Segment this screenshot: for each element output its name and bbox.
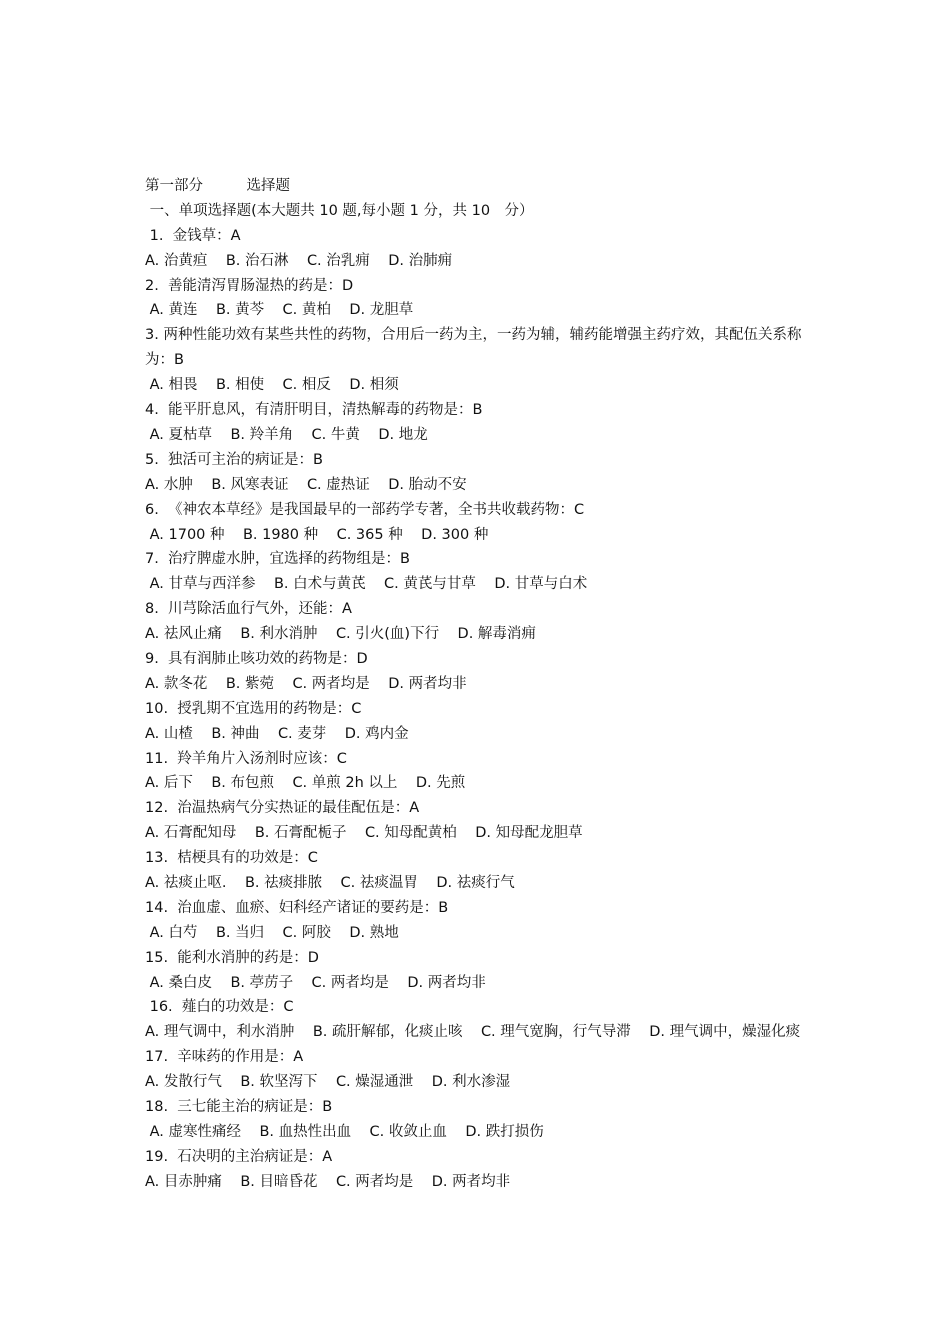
option-d: D. 两者均非 — [431, 1173, 511, 1190]
question-text: 4. 能平肝息风，有清肝明目，清热解毒的药物是：B — [145, 402, 483, 419]
document-body — [145, 174, 815, 1195]
question-text: 7. 治疗脾虚水肿，宜选择的药物组是：B — [145, 551, 410, 568]
option-c: C. 365 种 — [336, 526, 403, 543]
question-item — [145, 896, 815, 946]
question-item — [145, 1045, 815, 1095]
option-a: A. 后下 — [145, 775, 193, 792]
option-b: B. 布包煎 — [211, 775, 274, 792]
question-item — [145, 498, 815, 548]
question-list — [145, 224, 815, 1195]
option-b: B. 紫菀 — [225, 675, 274, 692]
option-b: B. 血热性出血 — [259, 1123, 352, 1140]
question-text: 16. 薤白的功效是：C — [145, 999, 294, 1016]
question-text: 18. 三七能主治的病证是：B — [145, 1099, 333, 1115]
option-a: A. 1700 种 — [149, 526, 225, 543]
option-a: A. 山楂 — [145, 725, 193, 742]
option-c: C. 引火(血)下行 — [335, 626, 440, 643]
option-c: C. 黄芪与甘草 — [384, 576, 476, 593]
answer-options — [145, 771, 815, 796]
option-a: A. 白芍 — [149, 924, 198, 941]
option-a: A. 虚寒性痛经 — [149, 1123, 241, 1140]
answer-options — [145, 1120, 815, 1145]
question-text: 15. 能利水消肿的药是：D — [145, 949, 319, 966]
question-item — [145, 995, 815, 1045]
answer-options — [145, 473, 815, 498]
option-b: B. 神曲 — [211, 725, 260, 742]
answer-options — [145, 1170, 815, 1195]
option-b: B. 羚羊角 — [230, 426, 294, 443]
option-c: C. 治乳痈 — [306, 252, 370, 269]
option-c: C. 黄柏 — [282, 302, 331, 319]
option-a: A. 相畏 — [149, 377, 198, 394]
question-item — [145, 1145, 815, 1195]
question-text: 14. 治血虚、血瘀、妇科经产诸证的要药是：B — [145, 899, 449, 916]
option-c: C. 阿胶 — [282, 924, 331, 941]
answer-options — [145, 921, 815, 946]
question-item — [145, 547, 815, 597]
option-c: C. 收敛止血 — [369, 1123, 447, 1140]
option-c: C. 麦芽 — [277, 725, 327, 742]
question-item — [145, 846, 815, 896]
question-item — [145, 448, 815, 498]
option-d: D. 龙胆草 — [349, 302, 414, 319]
question-item — [145, 398, 815, 448]
option-b: B. 黄芩 — [215, 302, 265, 319]
question-text: 13. 桔梗具有的功效是：C — [145, 850, 318, 867]
option-c: C. 两者均是 — [292, 675, 370, 692]
question-text: 2. 善能清泻胃肠湿热的药是：D — [145, 277, 354, 294]
question-text: 12. 治温热病气分实热证的最佳配伍是：A — [145, 800, 420, 817]
question-text: 6. 《神农本草经》是我国最早的一部药学专著，全书共收载药物：C — [145, 501, 585, 518]
question-item — [145, 747, 815, 797]
answer-options — [145, 373, 815, 398]
question-text: 5. 独活可主治的病证是：B — [145, 451, 323, 468]
question-text: 1. 金钱草：A — [145, 227, 241, 244]
question-text: 11. 羚羊角片入汤剂时应该：C — [145, 750, 347, 767]
option-c: C. 虚热证 — [306, 476, 370, 493]
option-a: A. 夏枯草 — [149, 426, 212, 443]
answer-options — [145, 821, 815, 846]
option-b: B. 风寒表证 — [211, 476, 289, 493]
question-text: 17. 辛味药的作用是：A — [145, 1049, 304, 1066]
option-a: A. 甘草与西洋参 — [149, 576, 256, 593]
option-c: C. 知母配黄柏 — [364, 825, 457, 842]
option-d: D. 相须 — [349, 377, 399, 394]
option-d: D. 胎动不安 — [388, 476, 467, 493]
answer-options — [145, 871, 815, 896]
option-d: D. 知母配龙胆草 — [475, 825, 583, 842]
option-c: C. 两者均是 — [335, 1173, 414, 1190]
option-d: D. 甘草与白术 — [494, 576, 588, 593]
option-a: A. 款冬花 — [145, 675, 208, 692]
option-d: D. 熟地 — [349, 924, 399, 941]
option-a: A. 目赤肿痛 — [145, 1173, 222, 1190]
question-item — [145, 796, 815, 846]
answer-options — [145, 249, 815, 274]
option-b: B. 白术与黄芪 — [273, 576, 366, 593]
answer-options — [145, 672, 815, 697]
answer-options — [145, 572, 815, 597]
question-item — [145, 697, 815, 747]
question-text: 19. 石决明的主治病证是：A — [145, 1148, 333, 1165]
option-b: B. 葶苈子 — [230, 974, 294, 991]
section-title: 第一部分 选择题 — [145, 178, 290, 194]
answer-options — [145, 423, 815, 448]
question-item — [145, 647, 815, 697]
question-item — [145, 323, 815, 398]
option-d: D. 祛痰行气 — [436, 874, 515, 891]
option-c: C. 祛痰温胃 — [340, 874, 418, 891]
question-item — [145, 1095, 815, 1145]
question-text: 9. 具有润肺止咳功效的药物是：D — [145, 650, 368, 667]
option-c: C. 燥湿通泄 — [335, 1074, 414, 1091]
option-a: A. 治黄疸 — [145, 252, 208, 269]
question-item — [145, 224, 815, 274]
option-d: D. 理气调中，燥湿化痰 — [649, 1024, 801, 1041]
question-text: 3. 两种性能功效有某些共性的药物，合用后一药为主，一药为辅，辅药能增强主药疗效，其配伍关系称为：B — [145, 327, 802, 369]
option-a: A. 祛风止痛 — [145, 626, 222, 643]
option-a: A. 理气调中，利水消肿 — [145, 1024, 295, 1041]
question-item — [145, 274, 815, 324]
option-d: D. 鸡内金 — [344, 725, 409, 742]
option-b: B. 石膏配栀子 — [254, 825, 347, 842]
option-d: D. 先煎 — [415, 775, 466, 792]
answer-options — [145, 622, 815, 647]
option-a: A. 石膏配知母 — [145, 825, 237, 842]
option-d: D. 300 种 — [421, 526, 489, 543]
option-c: C. 相反 — [282, 377, 331, 394]
option-a: A. 发散行气 — [145, 1074, 222, 1091]
option-b: B. 利水消肿 — [240, 626, 318, 643]
option-d: D. 利水渗湿 — [431, 1074, 511, 1091]
option-c: C. 牛黄 — [311, 426, 360, 443]
question-item — [145, 597, 815, 647]
option-a: A. 水肿 — [145, 476, 193, 493]
option-b: B. 目暗昏花 — [240, 1173, 318, 1190]
option-c: C. 理气宽胸，行气导滞 — [480, 1024, 631, 1041]
option-c: C. 单煎 2h 以上 — [292, 775, 398, 792]
answer-options — [145, 1020, 815, 1045]
option-d: D. 治肺痈 — [388, 252, 453, 269]
option-b: B. 当归 — [215, 924, 265, 941]
option-c: C. 两者均是 — [311, 974, 389, 991]
option-d: D. 两者均非 — [388, 675, 467, 692]
question-item — [145, 946, 815, 996]
option-a: A. 黄连 — [149, 302, 198, 319]
question-text: 10. 授乳期不宜选用的药物是：C — [145, 700, 362, 717]
option-b: B. 软坚泻下 — [240, 1074, 318, 1091]
option-d: D. 解毒消痈 — [457, 626, 536, 643]
part-heading: 一、单项选择题(本大题共 10 题,每小题 1 分，共 10 分） — [145, 202, 534, 219]
option-b: B. 1980 种 — [242, 526, 319, 543]
answer-options — [145, 298, 815, 323]
option-d: D. 地龙 — [378, 426, 428, 443]
option-a: A. 祛痰止呕. — [145, 874, 227, 891]
question-text: 8. 川芎除活血行气外，还能：A — [145, 601, 352, 618]
option-d: D. 跌打损伤 — [465, 1123, 544, 1140]
answer-options — [145, 1070, 815, 1095]
option-b: B. 治石淋 — [225, 252, 289, 269]
option-b: B. 疏肝解郁，化痰止咳 — [312, 1024, 463, 1041]
option-a: A. 桑白皮 — [149, 974, 212, 991]
option-d: D. 两者均非 — [407, 974, 486, 991]
answer-options — [145, 971, 815, 996]
option-b: B. 祛痰排脓 — [244, 874, 323, 891]
option-b: B. 相使 — [215, 377, 265, 394]
answer-options — [145, 523, 815, 548]
answer-options — [145, 722, 815, 747]
